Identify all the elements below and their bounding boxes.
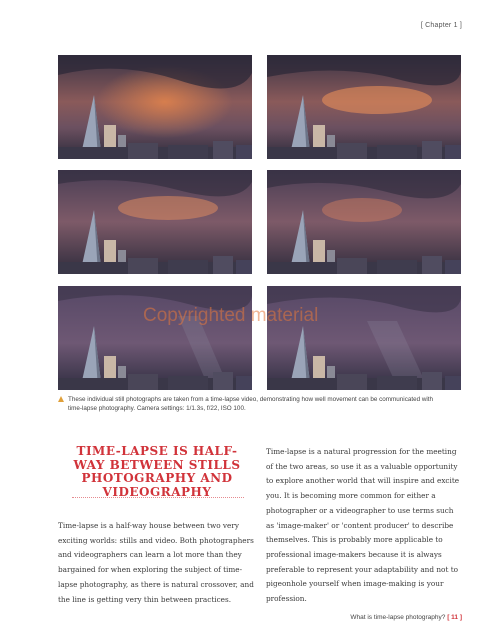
timelapse-frame-1 bbox=[58, 55, 252, 159]
timelapse-frame-4 bbox=[267, 170, 461, 274]
heading-divider bbox=[72, 497, 244, 499]
timelapse-frame-3 bbox=[58, 170, 252, 274]
section-heading: TIME-LAPSE IS HALF-WAY BETWEEN STILLS PHOTOGRAPHY AND VIDEOGRAPHY bbox=[73, 444, 241, 499]
timelapse-frame-5 bbox=[58, 286, 252, 390]
timelapse-frame-6 bbox=[267, 286, 461, 390]
chapter-label: [ Chapter 1 ] bbox=[420, 22, 462, 29]
paragraph-right: Time-lapse is a natural progression for the meeting of the two areas, so use it as a valuable opportunity to explore another world that will inspire and excite you. It is becoming more common for either a photographer or a videographer to use terms such as 'image-maker' or 'content producer' to describe themselves. This is probably more applicable to professional image-makers because it is always preferable to represent your adaptability and not to pigeonhole yourself when image-making is your profession. bbox=[266, 447, 460, 604]
footer-section-title: What is time-lapse photography? bbox=[350, 614, 446, 621]
caption-text: These individual still photographs are taken from a time-lapse video, demonstrating how well movement can be communicated with time-lapse photography. Camera settings: 1/1.3s, f/22, ISO 100. bbox=[68, 396, 434, 412]
photo-caption bbox=[58, 395, 438, 413]
paragraph-left: Time-lapse is a half-way house between two very exciting worlds: stills and video. Both photographers and videographers can learn a lot more than they bargained for when exploring the subject of time-lapse photography, as there is natural crossover, and the line is getting very thin between practices. bbox=[58, 521, 254, 604]
timelapse-frame-2 bbox=[267, 55, 461, 159]
page-footer bbox=[350, 614, 462, 621]
caption-triangle-icon bbox=[58, 396, 64, 402]
copyright-watermark: Copyrighted material bbox=[143, 305, 319, 326]
page-number: [ 11 ] bbox=[447, 614, 462, 621]
